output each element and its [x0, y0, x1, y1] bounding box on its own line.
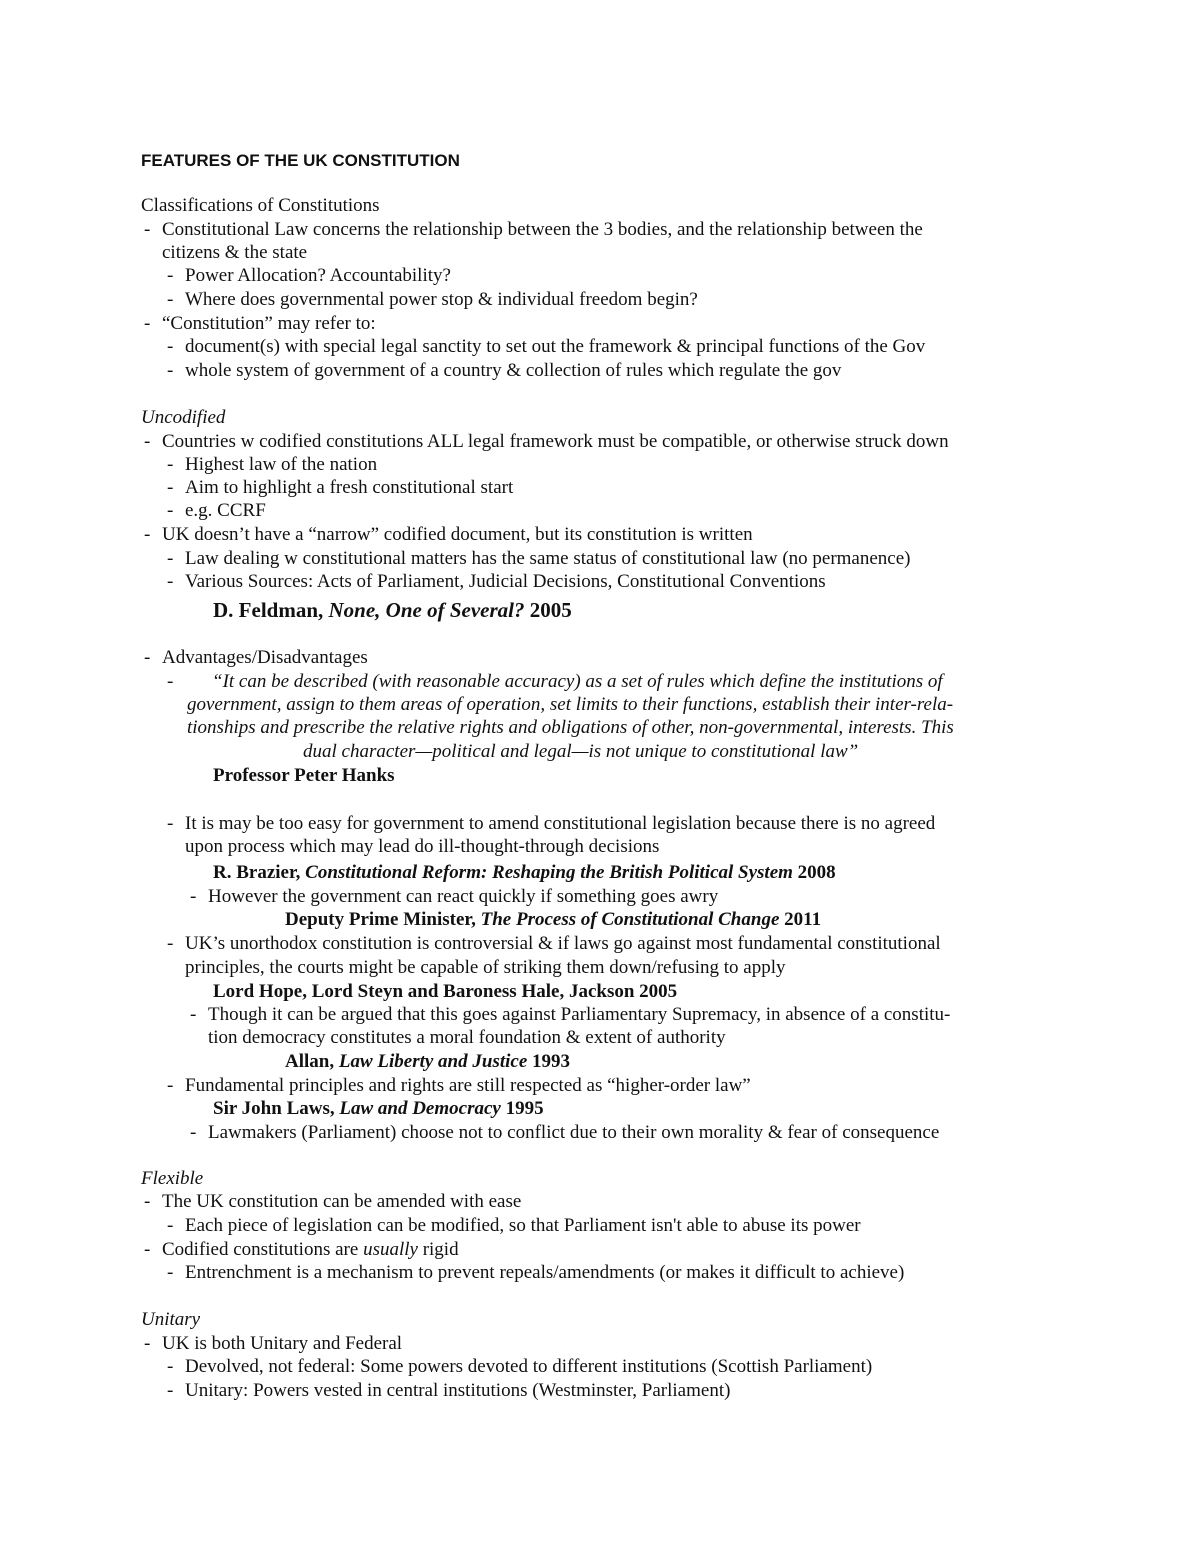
bullet: - [190, 1122, 197, 1143]
bullet: - [167, 477, 174, 498]
citation: Professor Peter Hanks [213, 765, 395, 786]
sub-list-item: Devolved, not federal: Some powers devoted to different institutions (Scottish Parliament) [185, 1356, 873, 1377]
citation-work: The Process of Constitutional Change [480, 909, 780, 930]
sub-list-item: Aim to highlight a fresh constitutional start [185, 477, 514, 498]
list-item: UK is both Unitary and Federal [162, 1333, 403, 1354]
bullet: - [167, 1356, 174, 1377]
bullet: - [144, 1239, 151, 1260]
bullet: - [144, 431, 151, 452]
citation: Lord Hope, Lord Steyn and Baroness Hale, Jackson 2005 [213, 981, 678, 1002]
emphasis: usually [363, 1239, 418, 1260]
sub-list-item: whole system of government of a country & collection of rules which regulate the gov [185, 360, 842, 381]
text-run: Codified constitutions are [162, 1239, 364, 1260]
list-item: Constitutional Law concerns the relationship between the 3 bodies, and the relationship between the [162, 219, 923, 240]
bullet: - [190, 886, 197, 907]
citation-work: Constitutional Reform: Reshaping the British Political System [305, 862, 793, 883]
list-item: Countries w codified constitutions ALL legal framework must be compatible, or otherwise struck down [162, 431, 949, 452]
bullet: - [167, 813, 174, 834]
bullet: - [144, 1333, 151, 1354]
bullet: - [167, 454, 174, 475]
quote-line: government, assign to them areas of operation, set limits to their functions, establish their inter-rela- [187, 694, 954, 715]
section-heading: Uncodified [141, 407, 226, 428]
bullet: - [167, 1075, 174, 1096]
citation-year: 1995 [505, 1098, 544, 1119]
bullet: - [167, 571, 174, 592]
bullet: - [144, 524, 151, 545]
quote-line: “It can be described (with reasonable accuracy) as a set of rules which define the institutions of [212, 671, 943, 692]
citation-author: Allan, [285, 1051, 335, 1072]
bullet: - [167, 671, 174, 692]
list-item: “Constitution” may refer to: [162, 313, 376, 334]
sub-list-item: Various Sources: Acts of Parliament, Judicial Decisions, Constitutional Conventions [185, 571, 826, 592]
quote-line: dual character—political and legal—is not unique to constitutional law” [303, 741, 859, 762]
bullet: - [167, 1262, 174, 1283]
sub-list-item: Where does governmental power stop & individual freedom begin? [185, 289, 698, 310]
citation-author: Deputy Prime Minister, [285, 909, 476, 930]
citation-author: R. Brazier, [213, 862, 301, 883]
bullet: - [167, 548, 174, 569]
bullet: - [167, 289, 174, 310]
citation [213, 1097, 544, 1121]
citation-year: 1993 [532, 1051, 571, 1072]
bullet: - [190, 1004, 197, 1025]
citation-year: 2005 [529, 598, 572, 622]
bullet: - [167, 336, 174, 357]
sub-sub-list-item: Though it can be argued that this goes against Parliamentary Supremacy, in absence of a constitu- [208, 1004, 951, 1025]
bullet: - [167, 265, 174, 286]
bullet: - [144, 219, 151, 240]
bullet: - [167, 1380, 174, 1401]
sub-list-item: Power Allocation? Accountability? [185, 265, 451, 286]
bullet: - [144, 647, 151, 668]
bullet: - [144, 1191, 151, 1212]
bullet: - [167, 1215, 174, 1236]
citation-work: Law and Democracy [339, 1098, 501, 1119]
list-item-cont: citizens & the state [162, 242, 308, 263]
list-item: UK doesn’t have a “narrow” codified document, but its constitution is written [162, 524, 753, 545]
section-heading: Unitary [141, 1309, 201, 1330]
citation-year: 2011 [784, 909, 822, 930]
citation [285, 1050, 570, 1074]
sub-list-item: Unitary: Powers vested in central institutions (Westminster, Parliament) [185, 1380, 731, 1401]
sub-list-item: Law dealing w constitutional matters has the same status of constitutional law (no permanence) [185, 548, 911, 569]
quote-line: tionships and prescribe the relative rights and obligations of other, non-governmental, interests. This [187, 717, 954, 738]
sub-list-item: e.g. CCRF [185, 500, 266, 521]
section-heading: Flexible [141, 1168, 204, 1189]
citation [213, 861, 836, 885]
sub-sub-list-item: Lawmakers (Parliament) choose not to conflict due to their own morality & fear of consequence [208, 1122, 940, 1143]
sub-list-item: Highest law of the nation [185, 454, 378, 475]
sub-sub-list-item-cont: tion democracy constitutes a moral foundation & extent of authority [208, 1027, 726, 1048]
bullet: - [167, 360, 174, 381]
sub-list-item: Fundamental principles and rights are still respected as “higher-order law” [185, 1075, 751, 1096]
list-item: The UK constitution can be amended with ease [162, 1191, 522, 1212]
bullet: - [144, 313, 151, 334]
bullet: - [167, 933, 174, 954]
page-title: FEATURES OF THE UK CONSTITUTION [141, 151, 460, 170]
text-run: rigid [417, 1239, 459, 1260]
citation-work: None, One of Several? [328, 598, 525, 622]
sub-list-item: UK’s unorthodox constitution is controversial & if laws go against most fundamental constitutional [185, 933, 941, 954]
section-heading: Classifications of Constitutions [141, 195, 380, 216]
sub-list-item: document(s) with special legal sanctity to set out the framework & principal functions of the Gov [185, 336, 926, 357]
list-item [162, 1238, 459, 1262]
citation-author: D. Feldman, [213, 598, 324, 622]
citation-author: Sir John Laws, [213, 1098, 335, 1119]
citation [285, 908, 821, 932]
sub-list-item: It is may be too easy for government to amend constitutional legislation because there is no agreed [185, 813, 936, 834]
sub-list-item: Entrenchment is a mechanism to prevent repeals/amendments (or makes it difficult to achieve) [185, 1262, 905, 1283]
citation-work: Law Liberty and Justice [338, 1051, 528, 1072]
list-item: Advantages/Disadvantages [162, 647, 368, 668]
bullet: - [167, 500, 174, 521]
citation-year: 2008 [797, 862, 836, 883]
sub-sub-list-item: However the government can react quickly if something goes awry [208, 886, 719, 907]
sub-list-item-cont: upon process which may lead do ill-thought-through decisions [185, 836, 660, 857]
sub-list-item-cont: principles, the courts might be capable of striking them down/refusing to apply [185, 957, 786, 978]
sub-list-item: Each piece of legislation can be modified, so that Parliament isn't able to abuse its power [185, 1215, 861, 1236]
citation [213, 598, 572, 622]
